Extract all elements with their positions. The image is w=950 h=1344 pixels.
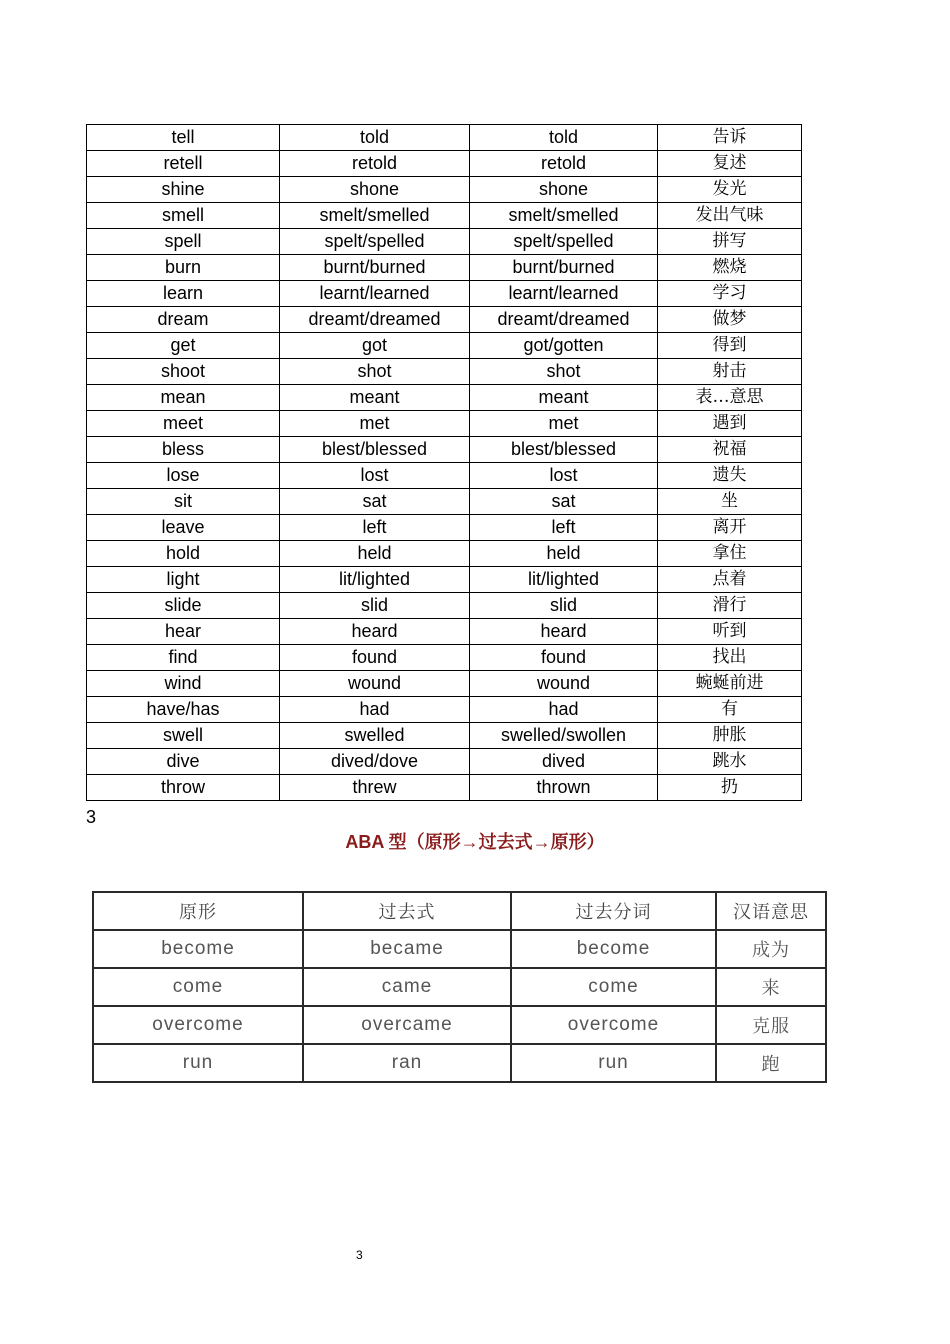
table-cell: 离开 bbox=[658, 515, 802, 541]
table-row bbox=[87, 593, 802, 619]
table-cell: 跳水 bbox=[658, 749, 802, 775]
table-cell: 射击 bbox=[658, 359, 802, 385]
table-cell: 找出 bbox=[658, 645, 802, 671]
table-cell: dream bbox=[87, 307, 280, 333]
table-cell: wound bbox=[470, 671, 658, 697]
table-cell: 成为 bbox=[716, 930, 826, 968]
table-cell: 告诉 bbox=[658, 125, 802, 151]
table-cell: dive bbox=[87, 749, 280, 775]
table-cell: left bbox=[280, 515, 470, 541]
table-cell: 燃烧 bbox=[658, 255, 802, 281]
table-cell: 祝福 bbox=[658, 437, 802, 463]
table-cell: burnt/burned bbox=[280, 255, 470, 281]
section-title: ABA 型（原形→过去式→原形） bbox=[345, 832, 605, 852]
table-cell: swelled bbox=[280, 723, 470, 749]
table-cell: 做梦 bbox=[658, 307, 802, 333]
page-number: 3 bbox=[356, 1248, 363, 1262]
table-cell: 来 bbox=[716, 968, 826, 1006]
table-cell: became bbox=[303, 930, 511, 968]
table-cell: 学习 bbox=[658, 281, 802, 307]
table-cell: held bbox=[280, 541, 470, 567]
table-cell: 遗失 bbox=[658, 463, 802, 489]
table-row bbox=[87, 151, 802, 177]
table-cell: bless bbox=[87, 437, 280, 463]
table-cell: shone bbox=[470, 177, 658, 203]
table-cell: 肿胀 bbox=[658, 723, 802, 749]
table-row bbox=[87, 463, 802, 489]
table-cell: overcame bbox=[303, 1006, 511, 1044]
table-row bbox=[93, 968, 826, 1006]
table-cell: have/has bbox=[87, 697, 280, 723]
table-cell: met bbox=[280, 411, 470, 437]
table-cell: slid bbox=[280, 593, 470, 619]
table-cell: 得到 bbox=[658, 333, 802, 359]
table-cell: 有 bbox=[658, 697, 802, 723]
table-row bbox=[87, 697, 802, 723]
table-cell: hear bbox=[87, 619, 280, 645]
table-cell: 听到 bbox=[658, 619, 802, 645]
table-cell: retold bbox=[280, 151, 470, 177]
irregular-verbs-table-body bbox=[87, 125, 802, 801]
table-row bbox=[87, 619, 802, 645]
table-cell: blest/blessed bbox=[280, 437, 470, 463]
table-cell: held bbox=[470, 541, 658, 567]
table-row bbox=[87, 645, 802, 671]
table-header-cell: 过去式 bbox=[303, 892, 511, 930]
table-cell: shot bbox=[280, 359, 470, 385]
table-cell: tell bbox=[87, 125, 280, 151]
table-row bbox=[87, 177, 802, 203]
table-row bbox=[87, 489, 802, 515]
table-cell: heard bbox=[280, 619, 470, 645]
table-cell: 拼写 bbox=[658, 229, 802, 255]
table-cell: spell bbox=[87, 229, 280, 255]
table-cell: become bbox=[93, 930, 303, 968]
table-cell: swelled/swollen bbox=[470, 723, 658, 749]
table-cell: 表…意思 bbox=[658, 385, 802, 411]
table-row bbox=[87, 541, 802, 567]
table-cell: 发出气味 bbox=[658, 203, 802, 229]
table-row bbox=[87, 567, 802, 593]
table-row bbox=[87, 671, 802, 697]
table-cell: slid bbox=[470, 593, 658, 619]
table-row bbox=[87, 333, 802, 359]
table-cell: sit bbox=[87, 489, 280, 515]
table-cell: run bbox=[93, 1044, 303, 1082]
table-cell: learnt/learned bbox=[280, 281, 470, 307]
aba-verbs-table-body bbox=[93, 892, 826, 1082]
table-cell: found bbox=[280, 645, 470, 671]
table-row bbox=[93, 1006, 826, 1044]
table-cell: 复述 bbox=[658, 151, 802, 177]
table-cell: spelt/spelled bbox=[470, 229, 658, 255]
table-row bbox=[87, 437, 802, 463]
table-cell: overcome bbox=[93, 1006, 303, 1044]
table-cell: 扔 bbox=[658, 775, 802, 801]
table-cell: slide bbox=[87, 593, 280, 619]
table-cell: burnt/burned bbox=[470, 255, 658, 281]
table-cell: shine bbox=[87, 177, 280, 203]
table-cell: lost bbox=[470, 463, 658, 489]
table-cell: shot bbox=[470, 359, 658, 385]
table-row bbox=[87, 775, 802, 801]
table-row bbox=[87, 281, 802, 307]
table-cell: wind bbox=[87, 671, 280, 697]
table-cell: come bbox=[511, 968, 716, 1006]
table-cell: lit/lighted bbox=[470, 567, 658, 593]
table-cell: smelt/smelled bbox=[470, 203, 658, 229]
table-cell: retell bbox=[87, 151, 280, 177]
table-cell: leave bbox=[87, 515, 280, 541]
table-row bbox=[93, 1044, 826, 1082]
table-cell: blest/blessed bbox=[470, 437, 658, 463]
table-cell: 滑行 bbox=[658, 593, 802, 619]
table-cell: retold bbox=[470, 151, 658, 177]
table-cell: meant bbox=[280, 385, 470, 411]
table-row bbox=[87, 385, 802, 411]
table-cell: mean bbox=[87, 385, 280, 411]
table-cell: find bbox=[87, 645, 280, 671]
table-cell: smell bbox=[87, 203, 280, 229]
table-header-cell: 原形 bbox=[93, 892, 303, 930]
table-cell: thrown bbox=[470, 775, 658, 801]
table-cell: meant bbox=[470, 385, 658, 411]
table-cell: lost bbox=[280, 463, 470, 489]
table-cell: 遇到 bbox=[658, 411, 802, 437]
table-row bbox=[87, 749, 802, 775]
table-cell: 坐 bbox=[658, 489, 802, 515]
table-cell: dived/dove bbox=[280, 749, 470, 775]
table-cell: run bbox=[511, 1044, 716, 1082]
table-row bbox=[87, 359, 802, 385]
table-cell: smelt/smelled bbox=[280, 203, 470, 229]
table-cell: burn bbox=[87, 255, 280, 281]
table-cell: got bbox=[280, 333, 470, 359]
table-cell: throw bbox=[87, 775, 280, 801]
table-header-cell: 汉语意思 bbox=[716, 892, 826, 930]
table-cell: meet bbox=[87, 411, 280, 437]
aba-verbs-table bbox=[92, 891, 827, 1083]
table-cell: sat bbox=[470, 489, 658, 515]
table-cell: dreamt/dreamed bbox=[470, 307, 658, 333]
table-cell: met bbox=[470, 411, 658, 437]
table-cell: heard bbox=[470, 619, 658, 645]
table-cell: get bbox=[87, 333, 280, 359]
table-cell: 发光 bbox=[658, 177, 802, 203]
table-header-row bbox=[93, 892, 826, 930]
table-cell: overcome bbox=[511, 1006, 716, 1044]
table-row bbox=[87, 411, 802, 437]
section-number: 3 bbox=[86, 807, 97, 827]
table-cell: light bbox=[87, 567, 280, 593]
table-cell: lose bbox=[87, 463, 280, 489]
table-cell: learn bbox=[87, 281, 280, 307]
table-cell: 克服 bbox=[716, 1006, 826, 1044]
table-cell: told bbox=[470, 125, 658, 151]
table-cell: dived bbox=[470, 749, 658, 775]
table-cell: dreamt/dreamed bbox=[280, 307, 470, 333]
table-cell: found bbox=[470, 645, 658, 671]
table-row bbox=[87, 723, 802, 749]
table-cell: had bbox=[470, 697, 658, 723]
table-row bbox=[93, 930, 826, 968]
table-cell: told bbox=[280, 125, 470, 151]
table-cell: shoot bbox=[87, 359, 280, 385]
table-cell: 点着 bbox=[658, 567, 802, 593]
table-cell: came bbox=[303, 968, 511, 1006]
table-cell: left bbox=[470, 515, 658, 541]
table-cell: 跑 bbox=[716, 1044, 826, 1082]
irregular-verbs-table bbox=[86, 124, 802, 801]
table-cell: 蜿蜒前进 bbox=[658, 671, 802, 697]
table-cell: got/gotten bbox=[470, 333, 658, 359]
table-cell: learnt/learned bbox=[470, 281, 658, 307]
table-row bbox=[87, 229, 802, 255]
table-cell: wound bbox=[280, 671, 470, 697]
table-cell: spelt/spelled bbox=[280, 229, 470, 255]
table-cell: had bbox=[280, 697, 470, 723]
table-header-cell: 过去分词 bbox=[511, 892, 716, 930]
table-row bbox=[87, 203, 802, 229]
table-cell: come bbox=[93, 968, 303, 1006]
table-cell: 拿住 bbox=[658, 541, 802, 567]
table-row bbox=[87, 515, 802, 541]
table-cell: shone bbox=[280, 177, 470, 203]
table-row bbox=[87, 255, 802, 281]
table-cell: ran bbox=[303, 1044, 511, 1082]
table-cell: lit/lighted bbox=[280, 567, 470, 593]
table-cell: sat bbox=[280, 489, 470, 515]
table-cell: become bbox=[511, 930, 716, 968]
table-cell: threw bbox=[280, 775, 470, 801]
table-cell: hold bbox=[87, 541, 280, 567]
table-row bbox=[87, 307, 802, 333]
table-cell: swell bbox=[87, 723, 280, 749]
table-row bbox=[87, 125, 802, 151]
